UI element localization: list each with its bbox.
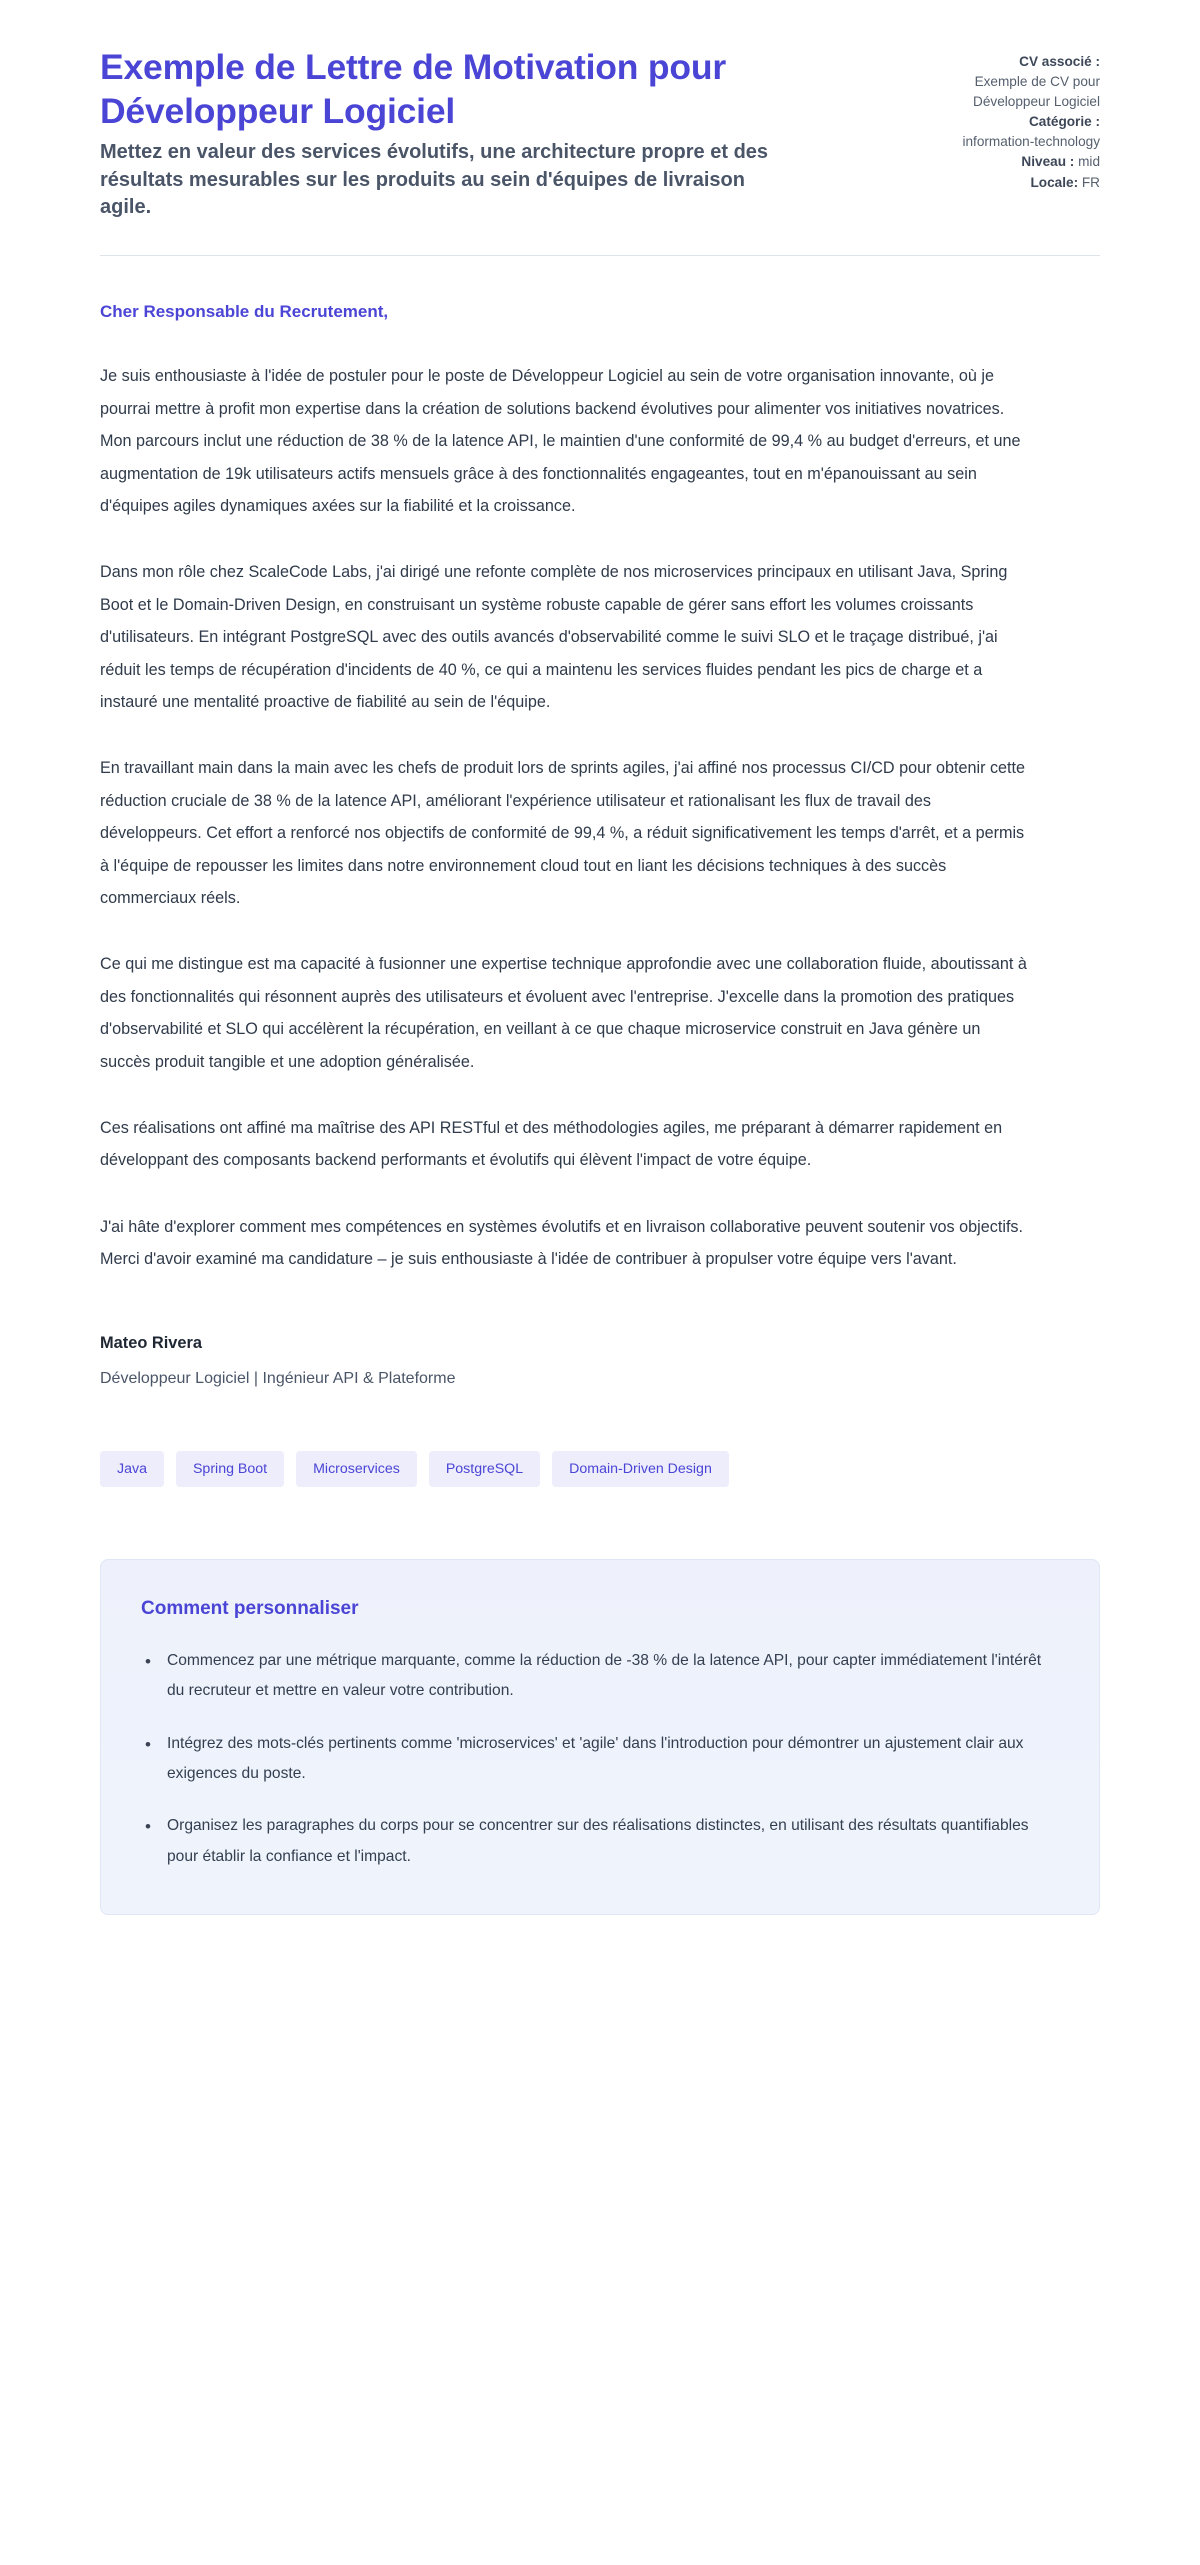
header-text-block xyxy=(100,46,800,221)
page-header xyxy=(100,46,1100,255)
meta-label-locale: Locale: xyxy=(1030,174,1079,190)
metadata-panel xyxy=(948,46,1100,193)
skill-tag-list xyxy=(100,1451,1100,1487)
page-subtitle: Mettez en valeur des services évolutifs, une architecture propre et des résultats mesurables sur les produits au sein d'équipes de livraison agile. xyxy=(100,141,769,219)
letter-paragraph: Dans mon rôle chez ScaleCode Labs, j'ai dirigé une refonte complète de nos microservices principaux en utilisant Java, Spring Boot et le Domain-Driven Design, en construisant un système robuste capable de gérer sans effort les volumes croissants d'utilisateurs. En intégrant PostgreSQL avec des outils avancés d'observabilité comme le suivi SLO et le traçage distribué, j'ai réduit les temps de récupération d'incidents de 40 %, ce qui a maintenu les services fluides pendant les pics de charge et a instauré une mentalité proactive de fiabilité au sein de l'équipe. xyxy=(100,563,1008,711)
cover-letter-body xyxy=(100,300,1100,1390)
letter-greeting: Cher Responsable du Recrutement, xyxy=(100,302,389,322)
letter-paragraph: Ce qui me distingue est ma capacité à fusionner une expertise technique approfondie avec une collaboration fluide, aboutissant à des fonctionnalités qui résonnent auprès des utilisateurs et évoluent avec l'entreprise. J'excelle dans la promotion des pratiques d'observabilité et SLO qui accélèrent la récupération, en veillant à ce que chaque microservice construit en Java génère un succès produit tangible et une adoption généralisée. xyxy=(100,955,1027,1071)
meta-row-associated-cv xyxy=(948,52,1100,71)
customization-callout xyxy=(100,1559,1100,1915)
meta-value-locale: FR xyxy=(1081,174,1100,190)
letter-paragraph: Ces réalisations ont affiné ma maîtrise des API RESTful et des méthodologies agiles, me préparant à démarrer rapidement en développant des composants backend performants et évolutifs qui élèvent l'impact de votre équipe. xyxy=(100,1119,1003,1170)
signature-role: Développeur Logiciel | Ingénieur API & Plateforme xyxy=(100,1369,456,1387)
signature-block xyxy=(100,1334,1100,1391)
skill-tag[interactable]: Domain-Driven Design xyxy=(552,1451,729,1487)
callout-tip-list xyxy=(141,1646,1059,1872)
meta-value-category-row xyxy=(948,132,1100,151)
meta-value-associated-cv: Exemple de CV pour Développeur Logiciel xyxy=(973,74,1100,109)
callout-tip-item: • Organisez les paragraphes du corps pour se concentrer sur des réalisations distinctes, en utilisant des résultats quantifiables pour établir la confiance et l'impact. xyxy=(141,1811,1059,1872)
meta-label-category: Catégorie : xyxy=(1028,113,1100,129)
meta-label-level: Niveau : xyxy=(1021,154,1075,170)
header-divider xyxy=(100,255,1100,256)
signature-name: Mateo Rivera xyxy=(100,1333,203,1352)
skill-tag[interactable]: PostgreSQL xyxy=(429,1451,540,1487)
callout-tip-item: • Intégrez des mots-clés pertinents comme 'microservices' et 'agile' dans l'introduction pour démontrer un ajustement clair aux exigences du poste. xyxy=(141,1729,1059,1790)
meta-label-associated-cv: CV associé : xyxy=(1019,54,1100,69)
content-container xyxy=(100,0,1100,1915)
skill-tag[interactable]: Spring Boot xyxy=(176,1451,284,1487)
meta-value-category: information-technology xyxy=(962,134,1100,150)
page-title: Exemple de Lettre de Motivation pour Développeur Logiciel xyxy=(100,47,726,131)
letter-paragraph: J'ai hâte d'explorer comment mes compétences en systèmes évolutifs et en livraison collaborative peuvent soutenir vos objectifs. Merci d'avoir examiné ma candidature – je suis enthousiaste à l'idée de contribuer à propulser votre équipe vers l'avant. xyxy=(100,1217,1024,1269)
letter-paragraph: Je suis enthousiaste à l'idée de postuler pour le poste de Développeur Logiciel au sein de votre organisation innovante, où je pourrai mettre à profit mon expertise dans la création de solutions backend évolutives pour alimenter vos initiatives novatrices. Mon parcours inclut une réduction de 38 % de la latence API, le maintien d'une conformité de 99,4 % au budget d'erreurs, et une augmentation de 19k utilisateurs actifs mensuels grâce à des fonctionnalités engageantes, tout en m'épanouissant au sein d'équipes agiles dynamiques axées sur la fiabilité et la croissance. xyxy=(100,367,1021,515)
skill-tag[interactable]: Java xyxy=(100,1451,164,1487)
callout-title: Comment personnaliser xyxy=(141,1597,359,1619)
meta-row-level xyxy=(948,152,1100,171)
meta-value-level: mid xyxy=(1078,154,1100,170)
callout-tip-item: • Commencez par une métrique marquante, comme la réduction de -38 % de la latence API, pour capter immédiatement l'intérêt du recruteur et mettre en valeur votre contribution. xyxy=(141,1646,1059,1707)
letter-paragraph: En travaillant main dans la main avec les chefs de produit lors de sprints agiles, j'ai affiné nos processus CI/CD pour obtenir cette réduction cruciale de 38 % de la latence API, améliorant l'expérience utilisateur et rationalisant les flux de travail des développeurs. Cet effort a renforcé nos objectifs de conformité de 99,4 %, a réduit significativement les temps d'arrêt, et a permis à l'équipe de repousser les limites dans notre environnement cloud tout en liant les décisions techniques à des succès commerciaux réels. xyxy=(100,759,1026,907)
skill-tag[interactable]: Microservices xyxy=(296,1451,417,1487)
meta-row-locale xyxy=(948,173,1100,192)
meta-row-category xyxy=(948,112,1100,131)
meta-value-associated-cv-row xyxy=(948,72,1100,111)
